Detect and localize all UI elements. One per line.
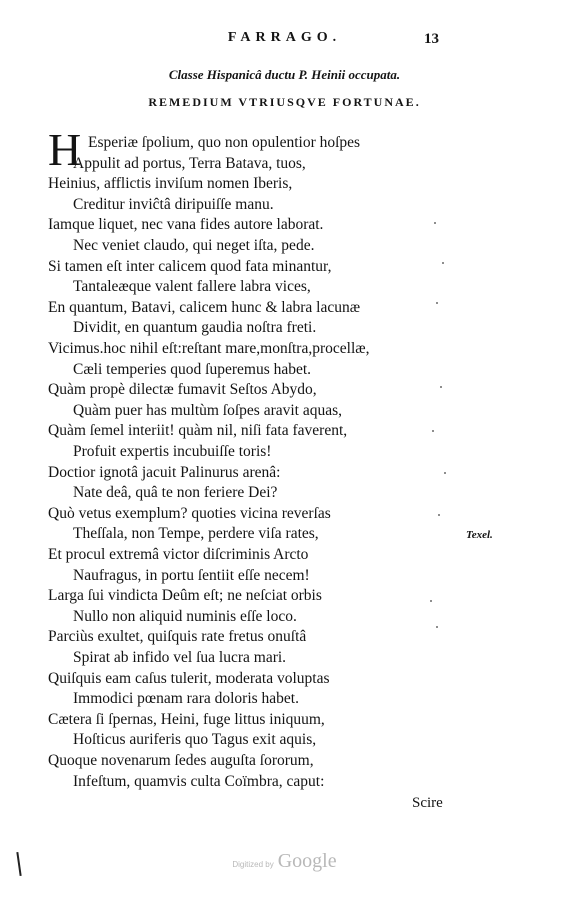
verse-line: Heinius, afflictis inviſum nomen Iberis, <box>48 175 293 193</box>
verse-line: Nullo non aliquid numinis eſſe loco. <box>73 607 297 625</box>
drop-cap: H <box>48 124 82 175</box>
verse-line: Vicimus.hoc nihil eſt:reſtant mare,monſtra,procellæ, <box>48 340 370 357</box>
verse-line: Dividit, en quantum gaudia noſtra freti. <box>73 319 317 337</box>
verse-line: Hoſticus auriferis quo Tagus exit aquis, <box>73 731 317 749</box>
verse-line: Cætera ſi ſpernas, Heini, fuge littus iniquum, <box>48 710 325 728</box>
verse-line: Profuit expertis incubuiſſe toris! <box>73 443 272 460</box>
verse-line: Parciùs exultet, quiſquis rate fretus onuſtâ <box>48 628 307 646</box>
watermark-prefix: Digitized by <box>232 860 274 869</box>
catchword: Scire <box>412 795 443 811</box>
verse-line: Creditur inviĉtâ diripuiſſe manu. <box>73 195 274 213</box>
verse-line: Cæli temperies quod ſuperemus habet. <box>73 360 312 378</box>
verse-line: Iamque liquet, nec vana fides autore laborat. <box>48 216 324 234</box>
verse-line: Quoque novenarum ſedes auguſta ſororum, <box>48 752 314 769</box>
verse-line: Et procul extremâ victor diſcriminis Arcto <box>48 546 309 563</box>
verse-line: Quò vetus exemplum? quoties vicina reverſas <box>48 504 331 522</box>
verse-line: Infeſtum, quamvis culta Coïmbra, caput: <box>73 772 325 790</box>
poem-title: REMEDIUM VTRIUSQVE FORTUNAE. <box>148 95 421 109</box>
margin-note: Texel. <box>466 529 493 541</box>
verse-line: Nate deâ, quâ te non feriere Dei? <box>73 484 278 502</box>
subheading: Classe Hispanicâ ductu P. Heinii occupata. <box>168 67 401 82</box>
digitization-watermark <box>0 850 569 873</box>
running-head: FARRAGO. <box>227 30 342 45</box>
verse-line: Theſſala, non Tempe, perdere viſa rates, <box>73 525 319 543</box>
verse-line: Appulit ad portus, Terra Batava, tuos, <box>73 154 306 172</box>
verse-line: Doctior ignotâ jacuit Palinurus arenâ: <box>48 463 281 481</box>
verse-line: En quantum, Batavi, calicem hunc & labra lacunæ <box>48 298 361 316</box>
verse-line: Spirat ab infido vel ſua lucra mari. <box>73 649 287 666</box>
verse-line: Tantaleæque valent fallere labra vices, <box>73 278 311 296</box>
verse-line: Larga ſui vindicta Deûm eſt; ne neſciat orbis <box>48 587 322 605</box>
verse-line: Quàm propè dilectæ fumavit Seſtos Abydo, <box>48 381 317 399</box>
verse-line: Esperiæ ſpolium, quo non opulentior hoſpes <box>88 134 361 151</box>
verse-line: Si tamen eſt inter calicem quod fata minantur, <box>48 257 332 275</box>
verse-line: Naufragus, in portu ſentiit eſſe necem! <box>73 566 310 584</box>
watermark-brand: Google <box>277 850 337 872</box>
verse-line: Immodici pœnam rara doloris habet. <box>73 690 299 708</box>
verse-line: Nec veniet claudo, qui neget iſta, pede. <box>73 237 315 254</box>
verse-line: Quiſquis eam caſus tulerit, moderata voluptas <box>48 669 330 687</box>
verse-line: Quàm ſemel interiit! quàm nil, niſi fata faverent, <box>48 422 348 440</box>
page-number: 13 <box>424 31 439 47</box>
verse-line: Quàm puer has multùm ſoſpes aravit aquas, <box>73 401 343 419</box>
